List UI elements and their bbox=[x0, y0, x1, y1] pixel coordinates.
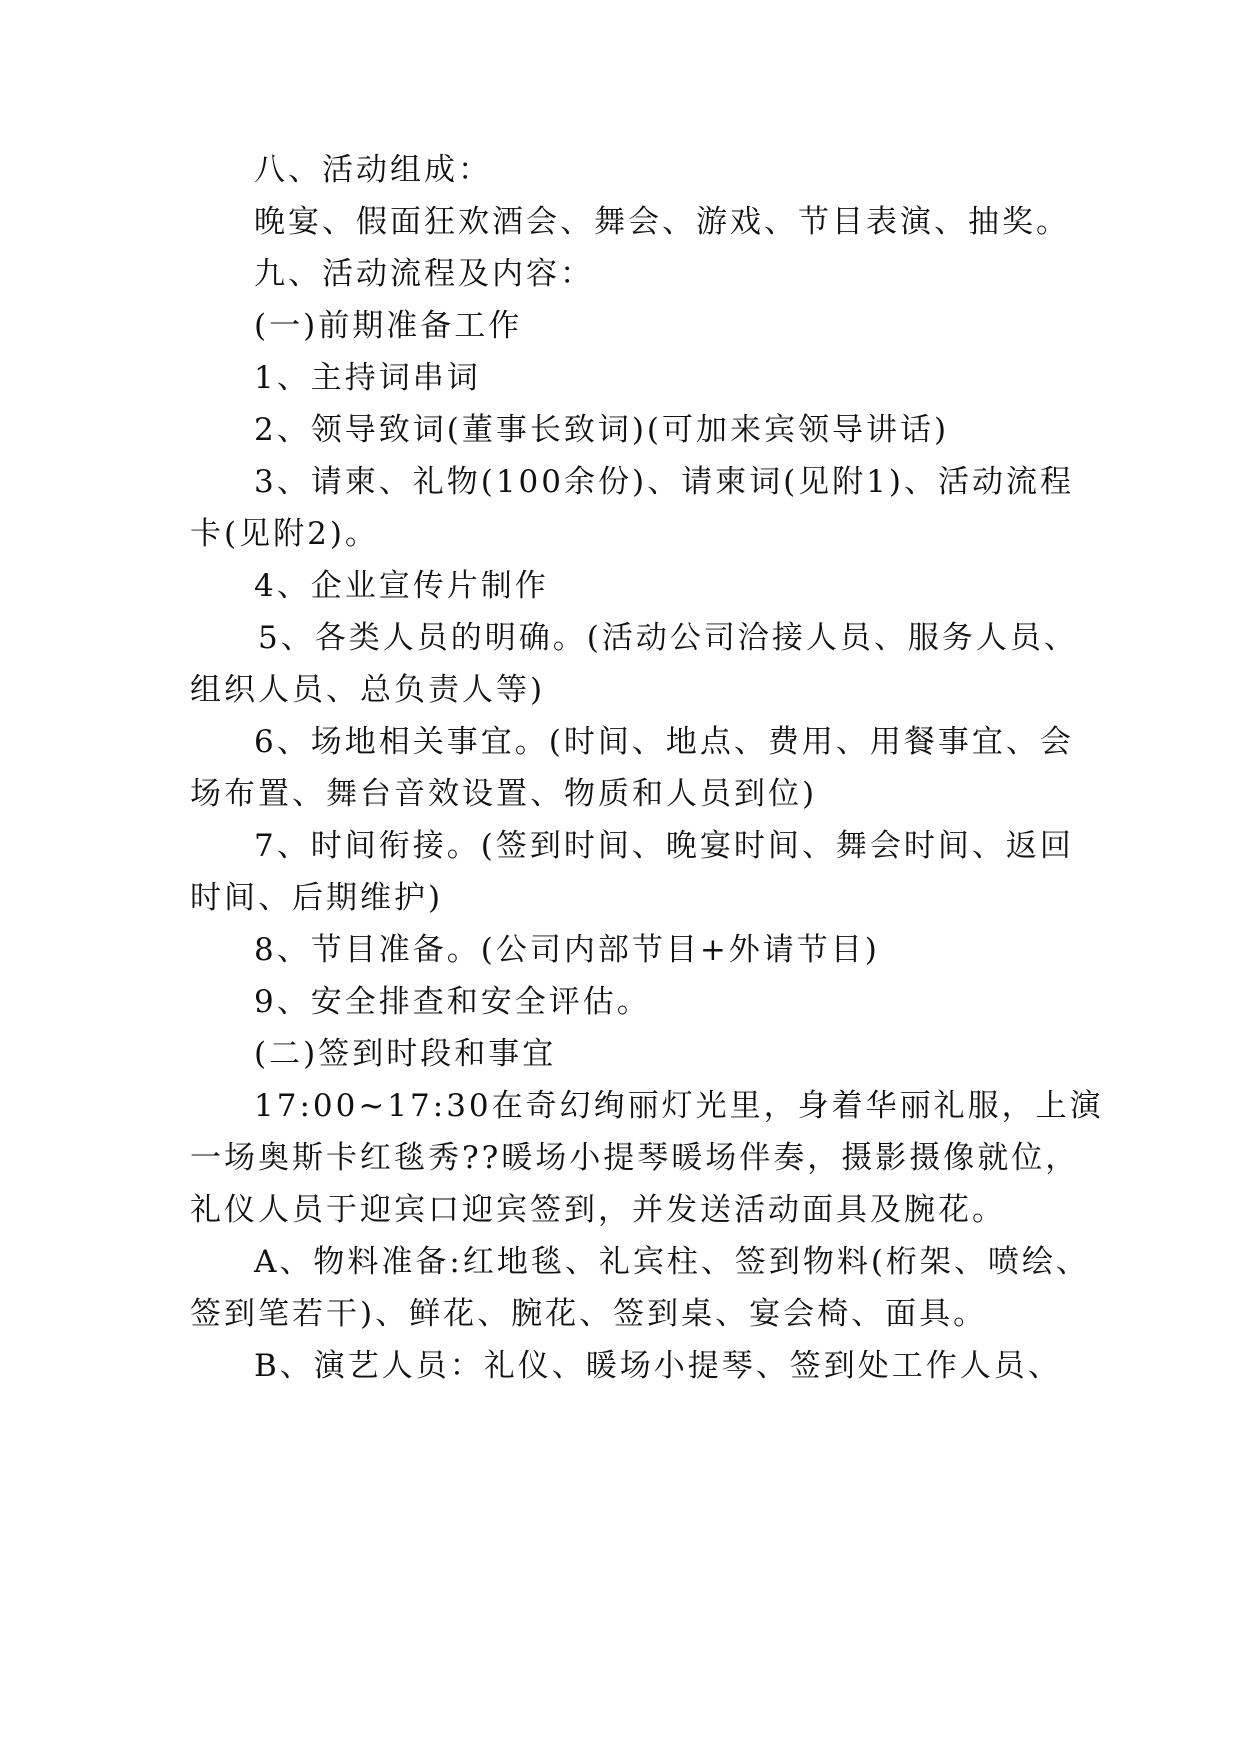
paragraph-line: 礼仪人员于迎宾口迎宾签到，并发送活动面具及腕花。 bbox=[190, 1192, 1006, 1228]
section-heading-8: 八、活动组成： bbox=[254, 152, 492, 188]
paragraph-line: B、演艺人员：礼仪、暖场小提琴、签到处工作人员、 bbox=[254, 1348, 1062, 1384]
list-item: 6、场地相关事宜。(时间、地点、费用、用餐事宜、会 bbox=[254, 724, 1074, 760]
paragraph-line: A、物料准备:红地毯、礼宾柱、签到物料(桁架、喷绘、 bbox=[254, 1244, 1090, 1280]
list-item-continuation: 场布置、舞台音效设置、物质和人员到位) bbox=[190, 776, 818, 812]
list-item: 9、安全排查和安全评估。 bbox=[254, 984, 651, 1020]
section-heading-9: 九、活动流程及内容： bbox=[254, 256, 594, 292]
paragraph-line: 17:00~17:30在奇幻绚丽灯光里，身着华丽礼服，上演 bbox=[254, 1088, 1104, 1124]
list-item: 4、企业宣传片制作 bbox=[254, 568, 549, 604]
paragraph-line: 晚宴、假面狂欢酒会、舞会、游戏、节目表演、抽奖。 bbox=[254, 204, 1070, 240]
subsection-heading-1: (一)前期准备工作 bbox=[254, 308, 523, 344]
list-item-continuation: 卡(见附2)。 bbox=[190, 516, 379, 552]
paragraph-line: 签到笔若干)、鲜花、腕花、签到桌、宴会椅、面具。 bbox=[190, 1296, 988, 1332]
subsection-heading-2: (二)签到时段和事宜 bbox=[254, 1036, 557, 1072]
list-item: 7、时间衔接。(签到时间、晚宴时间、舞会时间、返回 bbox=[254, 828, 1074, 864]
list-item: 8、节目准备。(公司内部节目+外请节目) bbox=[254, 932, 880, 968]
list-item: 2、领导致词(董事长致词)(可加来宾领导讲话) bbox=[254, 412, 950, 448]
list-item: 1、主持词串词 bbox=[254, 360, 481, 396]
list-item: 3、请柬、礼物(100余份)、请柬词(见附1)、活动流程 bbox=[254, 464, 1074, 500]
paragraph-line: 一场奥斯卡红毯秀??暖场小提琴暖场伴奏，摄影摄像就位， bbox=[190, 1140, 1080, 1176]
list-item-continuation: 组织人员、总负责人等) bbox=[190, 672, 546, 708]
list-item-continuation: 时间、后期维护) bbox=[190, 880, 444, 916]
list-item: 5、各类人员的明确。(活动公司洽接人员、服务人员、 bbox=[258, 620, 1078, 656]
